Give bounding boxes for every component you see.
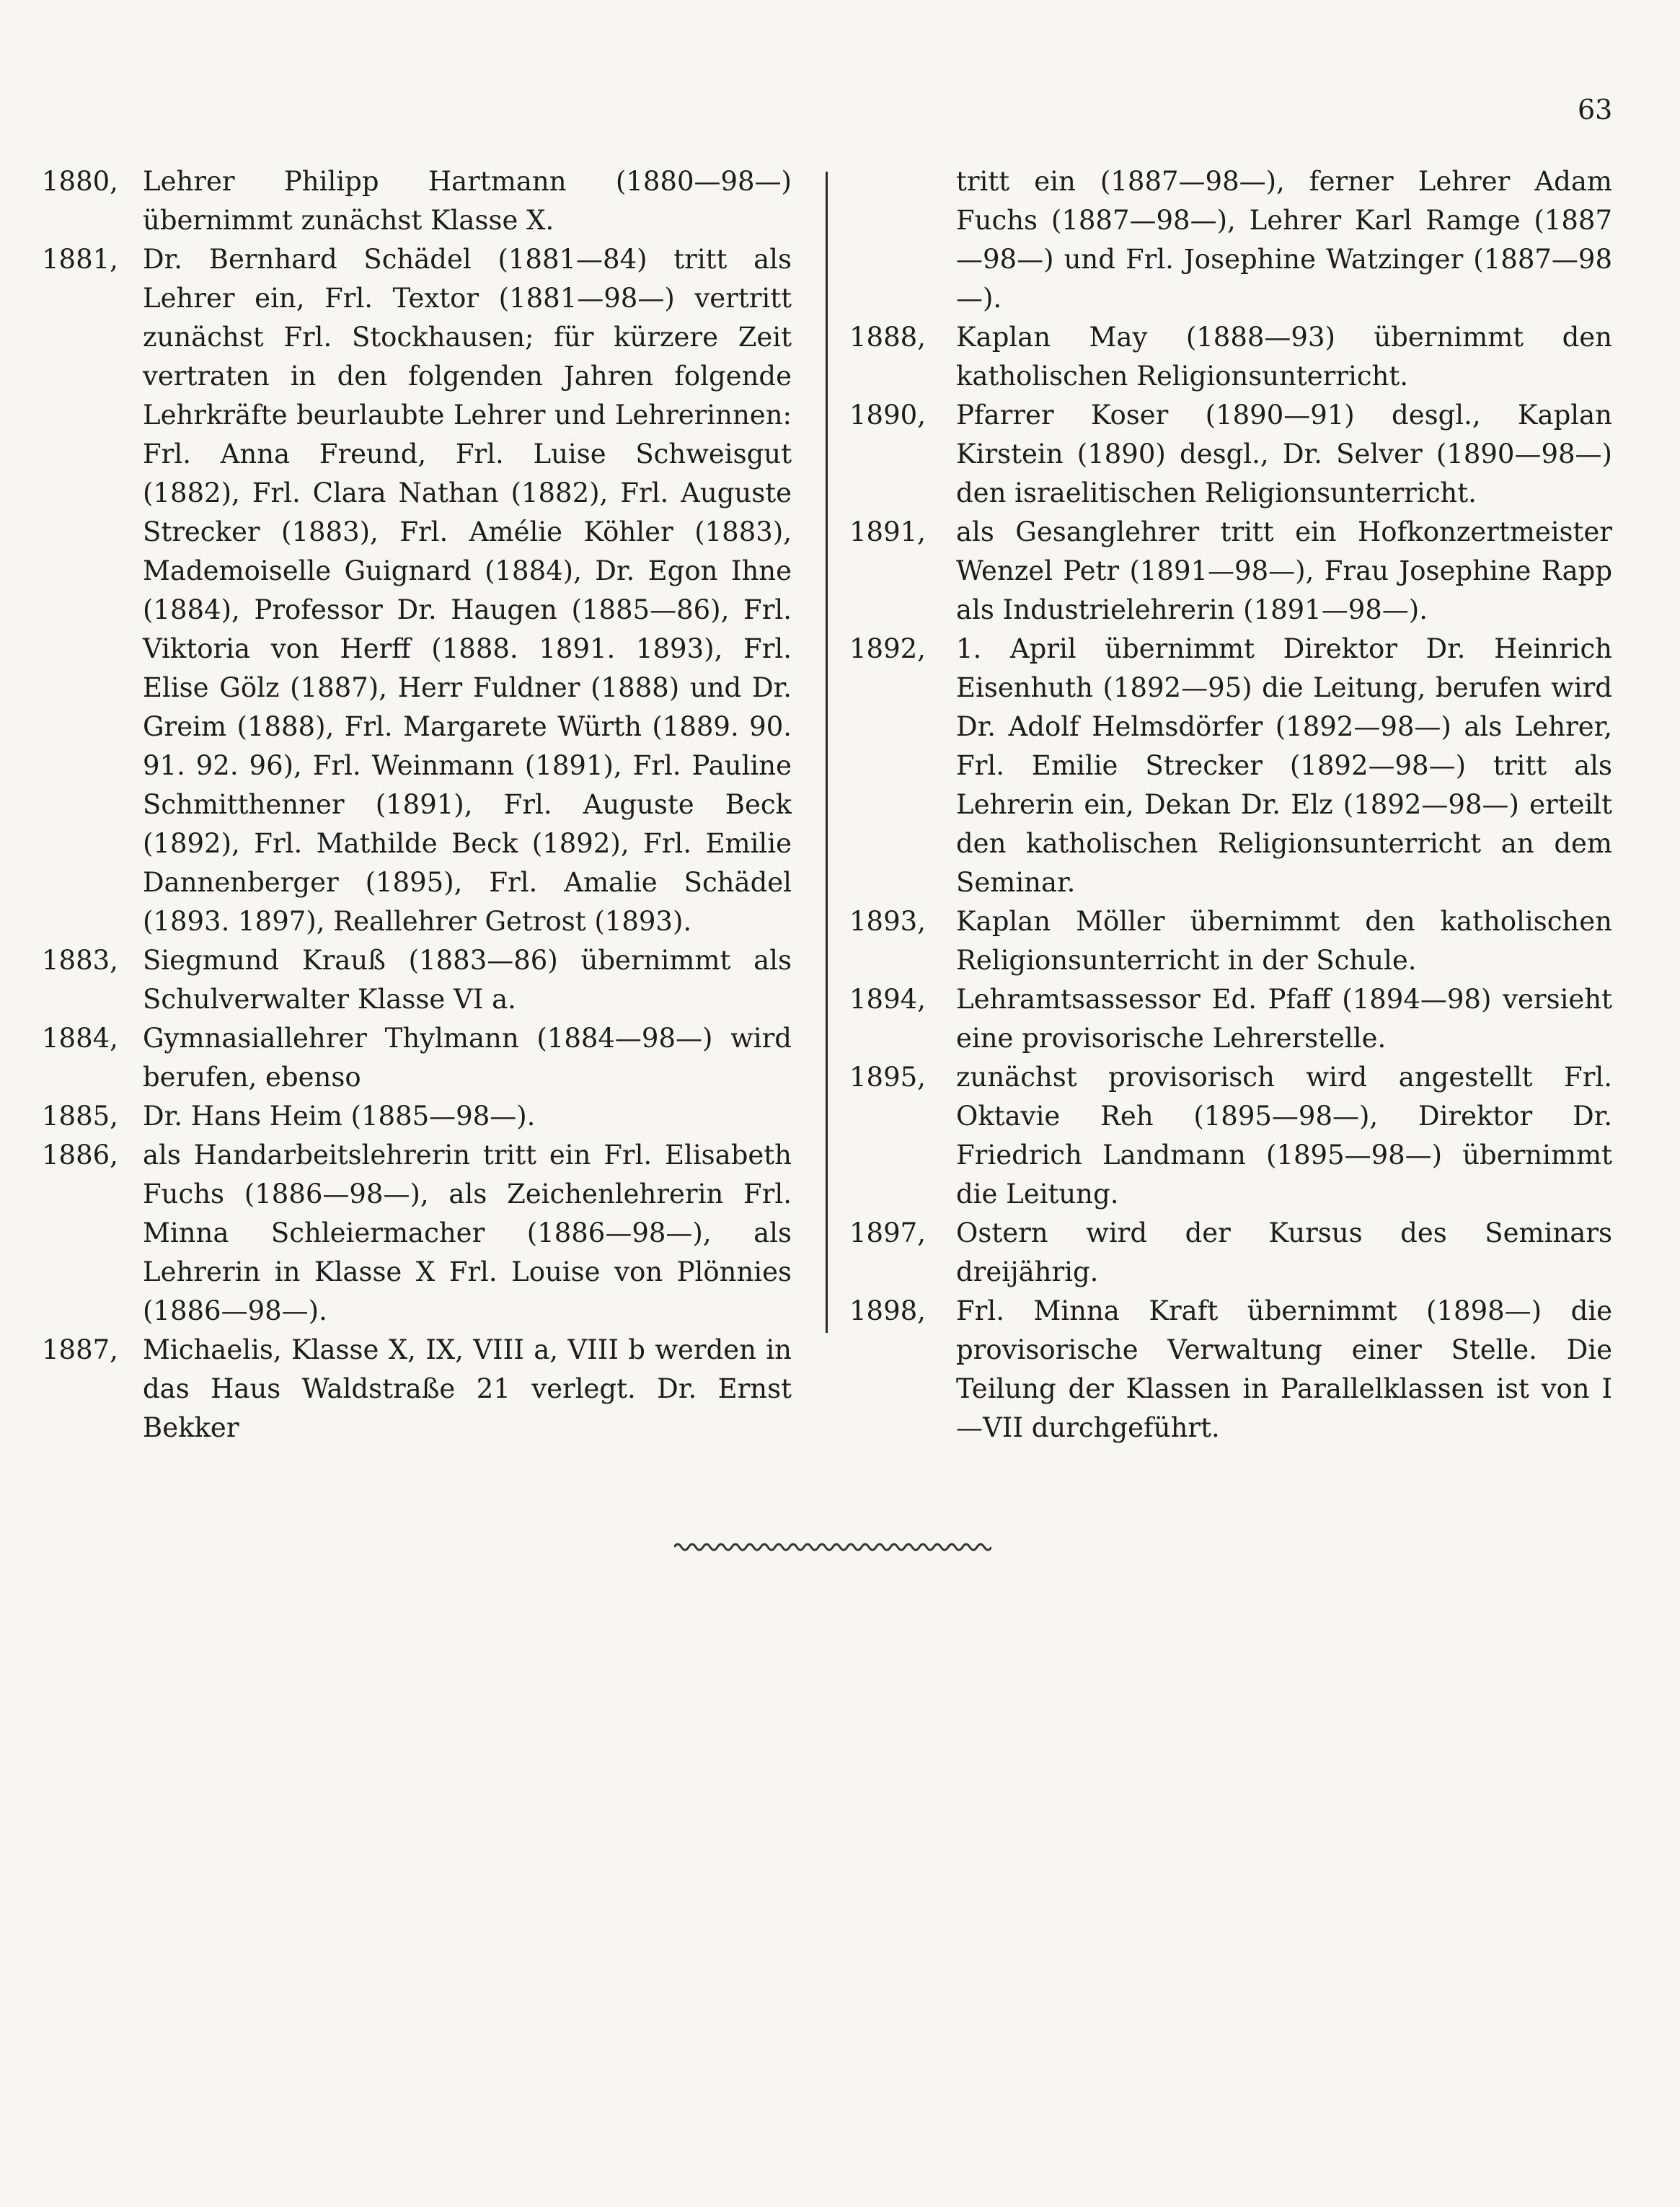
entry-year: 1894, [849,984,926,1015]
entry-text: Frl. Minna Kraft übernimmt (1898—) die provisorische Verwaltung einer Stelle. Die Teilung der Klassen in Parallelklassen ist von I—VII durchgeführt. [956,1295,1612,1443]
entry-text: Dr. Hans Heim (1885—98—). [143,1101,536,1132]
chronicle-entry [849,396,1612,513]
entry-text: Lehrer Philipp Hartmann (1880—98—) übernimmt zunächst Klasse X. [143,166,792,236]
entry-year: 1893, [849,906,926,937]
entry-year: 1886, [42,1140,118,1171]
chronicle-entry [42,1019,792,1097]
wave-ornament-divider [674,1536,991,1558]
chronicle-entry [849,980,1612,1058]
entry-year: 1891, [849,516,926,547]
entry-year: 1881, [42,244,118,275]
entry-year: 1892, [849,633,926,664]
entry-text: Gymnasiallehrer Thylmann (1884—98—) wird berufen, ebenso [143,1023,792,1093]
entry-year: 1888, [849,322,926,353]
entry-year: 1897, [849,1217,926,1248]
entry-text: 1. April übernimmt Direktor Dr. Heinrich Eisenhuth (1892—95) die Leitung, berufen wird Dr. Adolf Helmsdörfer (1892—98—) als Lehrer, Frl. Emilie Strecker (1892—98—) tritt als Lehrerin ein, Dekan Dr. Elz (1892—98—) erteilt den katholischen Religionsunterricht an dem Seminar. [956,633,1612,898]
chronicle-entry [42,240,792,941]
entry-text: Kaplan May (1888—93) übernimmt den katholischen Religionsunterricht. [956,322,1612,392]
entry-text: als Handarbeitslehrerin tritt ein Frl. Elisabeth Fuchs (1886—98—), als Zeichenlehrerin Frl. Minna Schleiermacher (1886—98—), als Lehrerin in Klasse X Frl. Louise von Plönnies (1886—98—). [143,1140,792,1326]
entry-text: Ostern wird der Kursus des Seminars dreijährig. [956,1217,1612,1287]
entry-year: 1884, [42,1023,118,1054]
entry-year: 1883, [42,945,118,976]
chronicle-entry [849,630,1612,902]
entry-text: Siegmund Krauß (1883—86) übernimmt als Schulverwalter Klasse VI a. [143,945,792,1015]
entry-year: 1885, [42,1101,118,1132]
entry-year: 1898, [849,1295,926,1326]
column-divider [826,172,828,1333]
entry-text: als Gesanglehrer tritt ein Hofkonzertmeister Wenzel Petr (1891—98—), Frau Josephine Rapp als Industrielehrerin (1891—98—). [956,516,1612,625]
chronicle-entry [42,941,792,1019]
chronicle-entry [42,162,792,240]
right-column [849,162,1612,1448]
chronicle-entry [42,1097,792,1136]
entry-year: 1887, [42,1334,118,1365]
chronicle-entry [42,1331,792,1448]
entry-text: Lehramtsassessor Ed. Pfaff (1894—98) versieht eine provisorische Lehrerstelle. [956,984,1612,1054]
chronicle-entry [849,1292,1612,1448]
chronicle-entry [849,1214,1612,1292]
chronicle-entry [849,902,1612,980]
chronicle-entry [849,318,1612,396]
entry-year: 1890, [849,400,926,431]
entry-text: Dr. Bernhard Schädel (1881—84) tritt als Lehrer ein, Frl. Textor (1881—98—) vertritt zunächst Frl. Stockhausen; für kürzere Zeit vertraten in den folgenden Jahren folgende Lehrkräfte beurlaubte Lehrer und Lehrerinnen: Frl. Anna Freund, Frl. Luise Schweisgut (1882), Frl. Clara Nathan (1882), Frl. Auguste Strecker (1883), Frl. Amélie Köhler (1883), Mademoiselle Guignard (1884), Dr. Egon Ihne (1884), Professor Dr. Haugen (1885—86), Frl. Viktoria von Herff (1888. 1891. 1893), Frl. Elise Gölz (1887), Herr Fuldner (1888) und Dr. Greim (1888), Frl. Margarete Würth (1889. 90. 91. 92. 96), Frl. Weinmann (1891), Frl. Pauline Schmitthenner (1891), Frl. Auguste Beck (1892), Frl. Mathilde Beck (1892), Frl. Emilie Dannenberger (1895), Frl. Amalie Schädel (1893. 1897), Reallehrer Getrost (1893). [143,244,792,937]
continued-entry-text: tritt ein (1887—98—), ferner Lehrer Adam Fuchs (1887—98—), Lehrer Karl Ramge (1887—98—) und Frl. Josephine Watzinger (1887—98—). [956,166,1612,314]
entry-text: Kaplan Möller übernimmt den katholischen Religionsunterricht in der Schule. [956,906,1612,976]
entry-year: 1880, [42,166,118,197]
left-column [42,162,792,1448]
chronicle-entry [849,513,1612,630]
page-number: 63 [1578,94,1613,125]
entry-text: Michaelis, Klasse X, IX, VIII a, VIII b werden in das Haus Waldstraße 21 verlegt. Dr. Ernst Bekker [143,1334,792,1443]
entry-year: 1895, [849,1062,926,1093]
chronicle-entry [849,1058,1612,1214]
entry-text: Pfarrer Koser (1890—91) desgl., Kaplan Kirstein (1890) desgl., Dr. Selver (1890—98—) den israelitischen Religionsunterricht. [956,400,1612,508]
chronicle-entry [42,1136,792,1331]
entry-text: zunächst provisorisch wird angestellt Frl. Oktavie Reh (1895—98—), Direktor Dr. Friedrich Landmann (1895—98—) übernimmt die Leitung. [956,1062,1612,1210]
